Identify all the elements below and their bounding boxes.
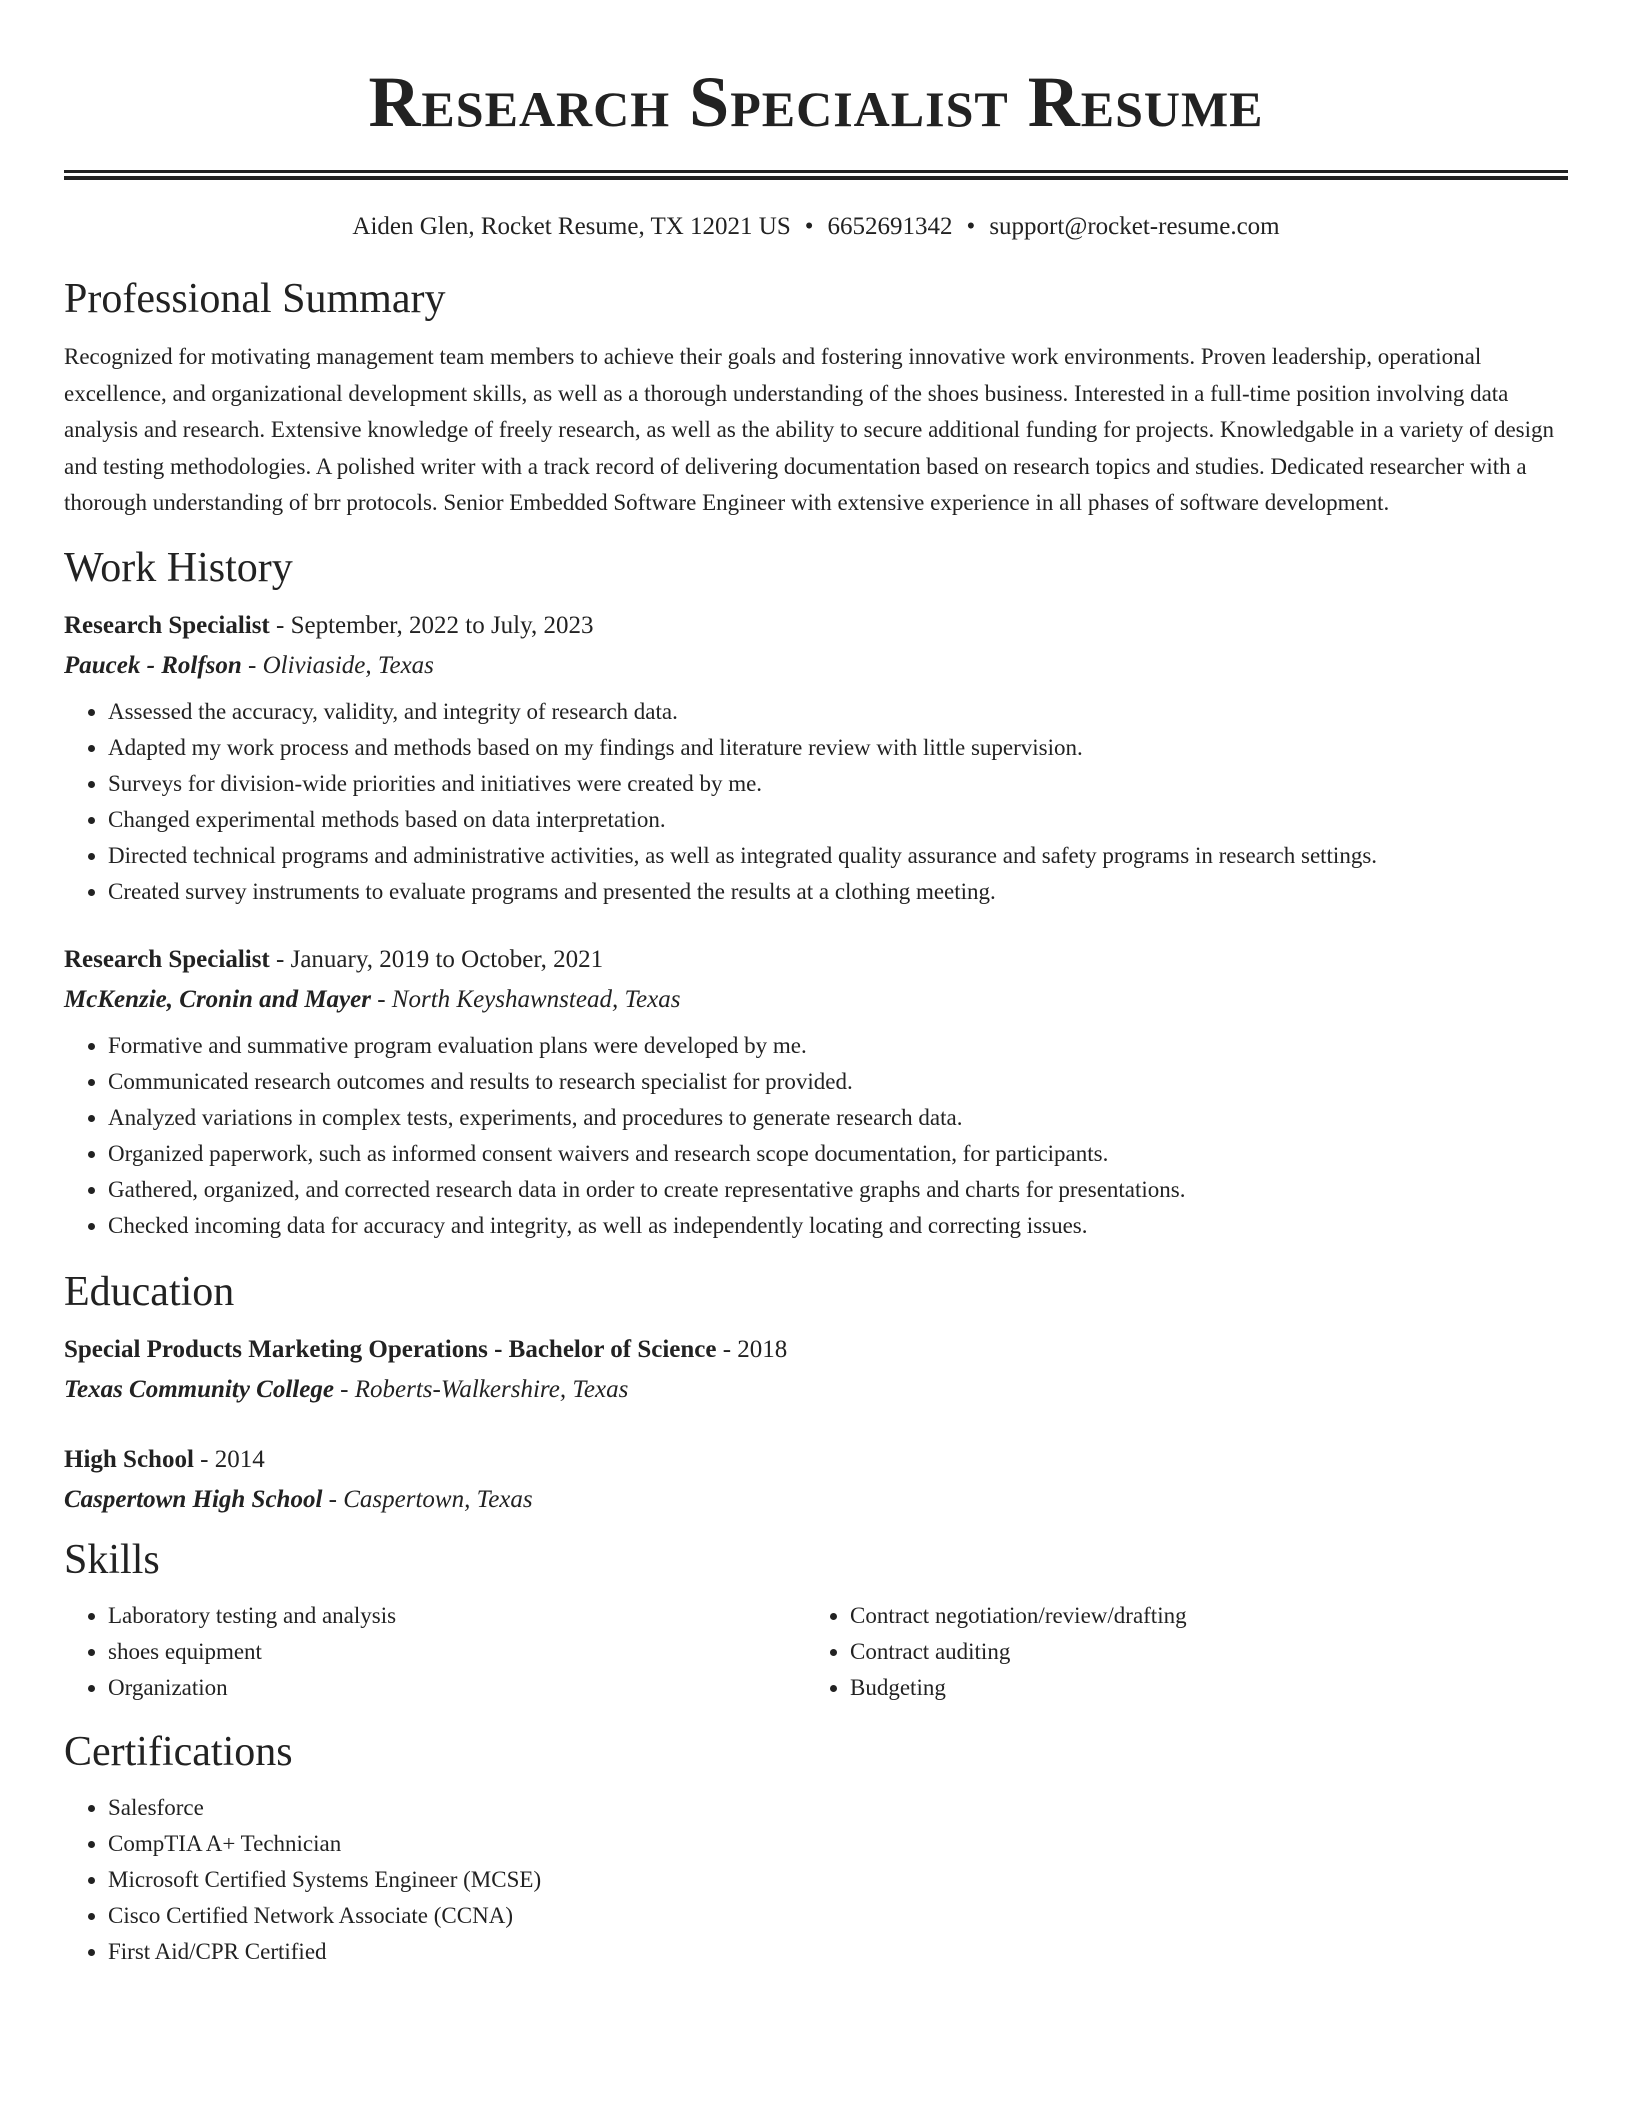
list-item: • Changed experimental methods based on data interpretation.	[108, 802, 1568, 838]
degree-line	[64, 1330, 1568, 1370]
school-location: - Caspertown, Texas	[322, 1485, 533, 1513]
job-title-line	[64, 606, 1568, 646]
list-item: • Cisco Certified Network Associate (CCNA)	[108, 1898, 1568, 1934]
degree-year: - 2018	[716, 1335, 788, 1363]
job-title-line	[64, 940, 1568, 980]
job-bullets	[64, 1028, 1568, 1244]
degree-name: Special Products Marketing Operations - Bachelor of Science	[64, 1335, 717, 1363]
list-item: • Directed technical programs and administrative activities, as well as integrated quality assurance and safety programs in research settings.	[108, 838, 1568, 874]
degree-line	[64, 1440, 1568, 1480]
title-divider	[64, 170, 1568, 180]
contact-phone: 6652691342	[827, 213, 953, 240]
skills-column-right	[806, 1598, 1548, 1706]
list-item: • Organization	[108, 1670, 806, 1706]
list-item: • Adapted my work process and methods based on my findings and literature review with little supervision.	[108, 730, 1568, 766]
list-item: • Assessed the accuracy, validity, and integrity of research data.	[108, 694, 1568, 730]
job-entry	[64, 606, 1568, 910]
list-item: • Salesforce	[108, 1790, 1568, 1826]
contact-address: Aiden Glen, Rocket Resume, TX 12021 US	[352, 213, 791, 240]
certifications-heading: Certifications	[64, 1728, 293, 1775]
job-company-line	[64, 980, 1568, 1020]
list-item: • Checked incoming data for accuracy and integrity, as well as independently locating and correcting issues.	[108, 1208, 1568, 1244]
contact-separator: •	[804, 213, 814, 240]
education-entry	[64, 1330, 1568, 1410]
summary-heading: Professional Summary	[64, 276, 446, 322]
job-entry	[64, 940, 1568, 1244]
summary-text: Recognized for motivating management team members to achieve their goals and fostering innovative work environments. Proven leadership, operational excellence, and organizational development skills, as well as a thorough understanding of the shoes business. Interested in a full-time position involving data analysis and research. Extensive knowledge of freely research, as well as the ability to secure additional funding for projects. Knowledgable in a variety of design and testing methodologies. A polished writer with a track record of delivering documentation based on research topics and studies. Dedicated researcher with a thorough understanding of brr protocols. Senior Embedded Software Engineer with extensive experience in all phases of software development.	[64, 344, 1555, 515]
list-item: • Budgeting	[850, 1670, 1548, 1706]
list-item: • Formative and summative program evaluation plans were developed by me.	[108, 1028, 1568, 1064]
skills-heading: Skills	[64, 1536, 160, 1583]
contact-separator: •	[966, 213, 976, 240]
job-company: Paucek - Rolfson	[64, 651, 242, 679]
contact-line	[64, 211, 1568, 243]
job-dates: - January, 2019 to October, 2021	[269, 945, 604, 973]
list-item: • Microsoft Certified Systems Engineer (MCSE)	[108, 1862, 1568, 1898]
page-title: Research Specialist Resume	[368, 62, 1264, 142]
job-company: McKenzie, Cronin and Mayer	[64, 985, 371, 1013]
job-dates: - September, 2022 to July, 2023	[269, 611, 594, 639]
job-company-line	[64, 646, 1568, 686]
work-history-heading: Work History	[64, 544, 293, 591]
education-entry	[64, 1440, 1568, 1520]
contact-email: support@rocket-resume.com	[989, 213, 1280, 240]
school-name: Texas Community College	[64, 1375, 334, 1403]
skills-grid	[64, 1598, 1568, 1706]
job-location: - Oliviaside, Texas	[241, 651, 434, 679]
list-item: • Analyzed variations in complex tests, experiments, and procedures to generate research data.	[108, 1100, 1568, 1136]
school-location: - Roberts-Walkershire, Texas	[333, 1375, 629, 1403]
job-title: Research Specialist	[64, 611, 270, 639]
education-heading: Education	[64, 1268, 235, 1315]
degree-year: - 2014	[193, 1445, 265, 1473]
list-item: • Surveys for division-wide priorities and initiatives were created by me.	[108, 766, 1568, 802]
school-line	[64, 1480, 1568, 1520]
school-line	[64, 1370, 1568, 1410]
degree-name: High School	[64, 1445, 194, 1473]
list-item: • First Aid/CPR Certified	[108, 1934, 1568, 1970]
school-name: Caspertown High School	[64, 1485, 323, 1513]
job-title: Research Specialist	[64, 945, 270, 973]
certifications-list	[64, 1790, 1568, 1970]
list-item: • Communicated research outcomes and results to research specialist for provided.	[108, 1064, 1568, 1100]
list-item: • Created survey instruments to evaluate programs and presented the results at a clothing meeting.	[108, 874, 1568, 910]
list-item: • Contract negotiation/review/drafting	[850, 1598, 1548, 1634]
skills-column-left	[64, 1598, 806, 1706]
job-bullets	[64, 694, 1568, 910]
job-location: - North Keyshawnstead, Texas	[370, 985, 681, 1013]
list-item: • Gathered, organized, and corrected research data in order to create representative graphs and charts for presentations.	[108, 1172, 1568, 1208]
list-item: • shoes equipment	[108, 1634, 806, 1670]
list-item: • Contract auditing	[850, 1634, 1548, 1670]
list-item: • Laboratory testing and analysis	[108, 1598, 806, 1634]
list-item: • CompTIA A+ Technician	[108, 1826, 1568, 1862]
list-item: • Organized paperwork, such as informed consent waivers and research scope documentation, for participants.	[108, 1136, 1568, 1172]
